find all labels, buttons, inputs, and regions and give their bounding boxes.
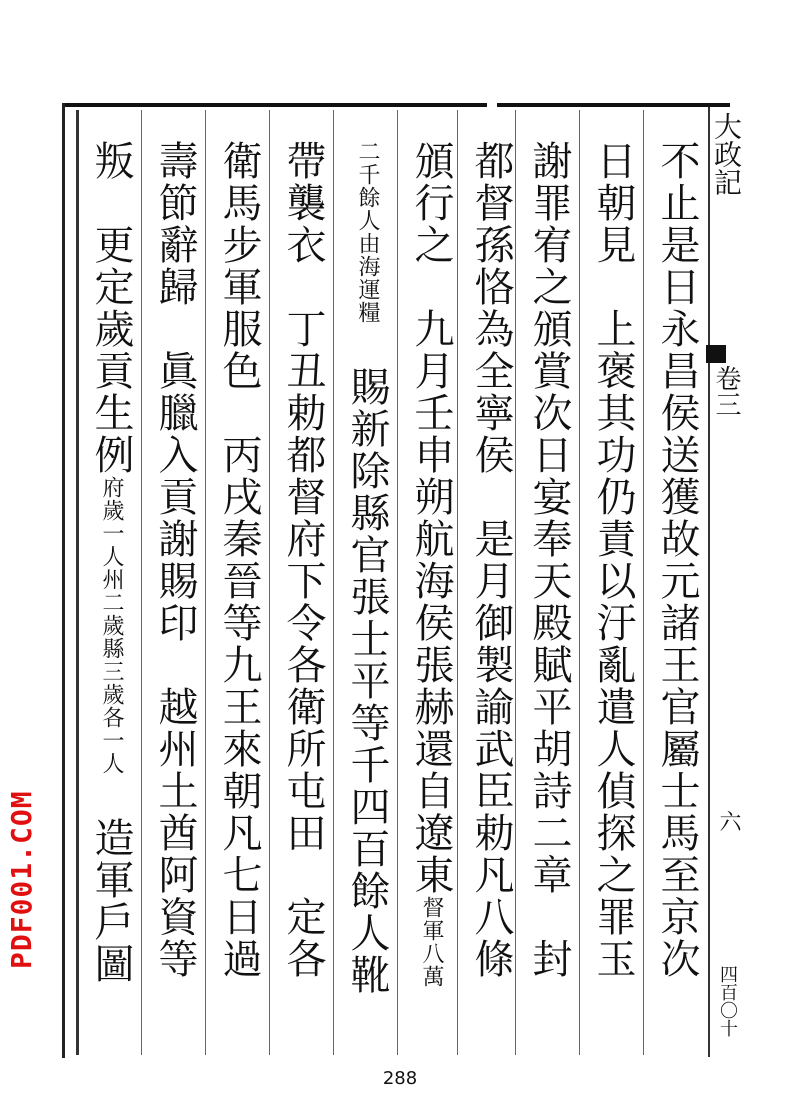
- text-segment: 是月御製諭武臣勅凡八條: [468, 476, 514, 980]
- page-frame-left-outer: [62, 103, 65, 1058]
- text-column: [581, 140, 645, 1050]
- margin-leaf-number: 六: [716, 810, 741, 832]
- margin-title: 大政記: [710, 112, 743, 196]
- text-segment: 帶襲衣 丁丑勅都督府下令各衛所屯田 定各: [280, 140, 326, 980]
- text-segment: 造軍戶圖: [88, 775, 134, 985]
- text-segment: 玉: [590, 938, 636, 980]
- text-segment: 叛 更定歲貢生例: [88, 140, 134, 476]
- text-segment: 日朝見 上褒其功仍責以汙亂遣人偵探之罪: [590, 140, 636, 938]
- page-frame-top-break: [487, 100, 497, 110]
- text-segment: 都督孫恪為全寧侯: [468, 140, 514, 476]
- margin-fish-tail-mark: [706, 345, 726, 363]
- text-segment: 頒行之 九月壬申朔航海侯張赫還自遼東: [408, 140, 454, 896]
- interlinear-note: 二千餘人由海運糧: [355, 140, 380, 324]
- text-segment: 衛馬步軍服色 丙戌秦晉等九王來朝凡七日過: [216, 140, 262, 980]
- page-frame-top: [62, 103, 730, 107]
- text-segment: 謝罪宥之頒賞次日宴奉天殿賦平胡詩二章: [526, 140, 572, 896]
- text-column: [207, 140, 271, 1050]
- text-column: [645, 140, 709, 1050]
- watermark: PDF001.COM: [5, 790, 38, 970]
- text-column: [335, 140, 399, 1050]
- text-segment: 封: [526, 896, 572, 980]
- text-column: [399, 140, 463, 1050]
- interlinear-note: 府歲一人州二歲縣三歲各一人: [99, 476, 124, 775]
- margin-folio: 四百〇十: [717, 965, 738, 1037]
- text-column: [517, 140, 581, 1050]
- text-segment: 賜新除縣官張士平等千四百餘人靴: [344, 324, 390, 996]
- text-column: [79, 140, 143, 1050]
- margin-volume: 卷三: [711, 365, 741, 417]
- text-column: [459, 140, 523, 1050]
- interlinear-note: 督軍八萬: [419, 896, 444, 988]
- text-column: [271, 140, 335, 1050]
- margin-column: [708, 107, 742, 1057]
- text-segment: 不止是日永昌侯送獲故元諸王官屬士馬至京次: [654, 140, 700, 980]
- page-number: 288: [382, 1068, 418, 1089]
- text-segment: 壽節辭歸 眞臘入貢謝賜印 越州土酋阿資等: [152, 140, 198, 980]
- text-column: [143, 140, 207, 1050]
